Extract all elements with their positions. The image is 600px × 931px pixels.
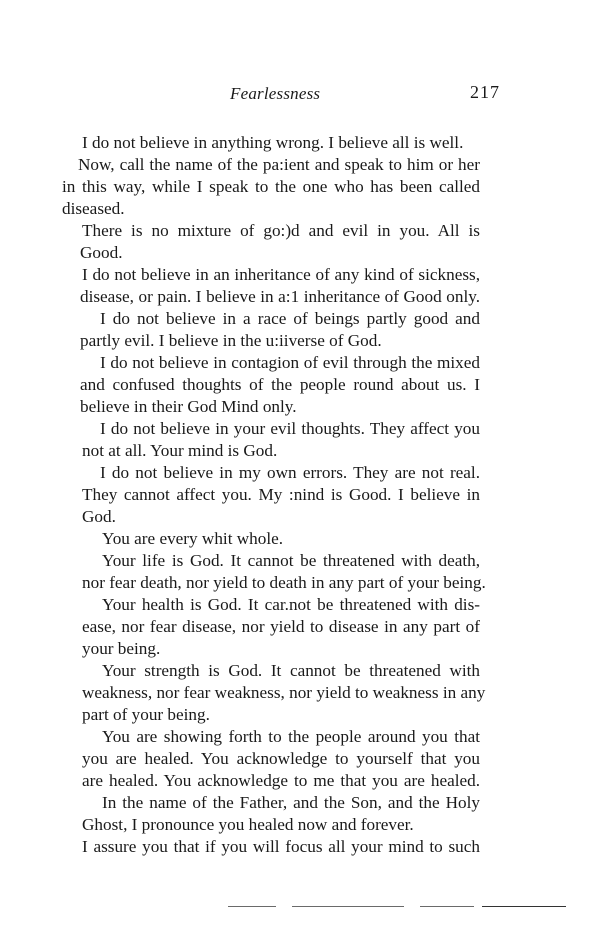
scan-artifact-line [228,906,276,907]
text-line: I assure you that if you will focus all your mind to such [82,837,480,856]
text-line: partly evil. I believe in the u:iiverse of God. [80,331,382,350]
text-line: are healed. You acknowledge to me that you are healed. [82,771,480,790]
text-line: in this way, while I speak to the one who has been called [62,177,480,196]
text-line: you are healed. You acknowledge to yourself that you [82,749,480,768]
text-line: Your health is God. It car.not be threatened with dis- [102,595,480,614]
text-line: I do not believe in anything wrong. I believe all is well. [82,133,464,152]
text-line: not at all. Your mind is God. [82,441,278,460]
text-line: ease, nor fear disease, nor yield to disease in any part of [82,617,480,636]
text-line: your being. [82,639,161,658]
text-line: Ghost, I pronounce you healed now and forever. [82,815,414,834]
text-line: I do not believe in a race of beings partly good and [100,309,480,328]
text-line: diseased. [62,199,125,218]
scan-artifact-line [482,906,566,907]
text-line: They cannot affect you. My :nind is Good. I believe in [82,485,480,504]
running-head: Fearlessness [230,84,321,103]
scan-artifact-line [420,906,474,907]
text-line: You are every whit whole. [102,529,284,548]
text-line: Your strength is God. It cannot be threatened with [102,661,480,680]
text-line: You are showing forth to the people around you that [102,727,480,746]
text-line: I do not believe in contagion of evil through the mixed [100,353,480,372]
text-line: disease, or pain. I believe in a:1 inheritance of Good only. [80,287,480,306]
text-line: In the name of the Father, and the Son, and the Holy [102,793,480,812]
page-number: 217 [470,82,500,102]
text-line: believe in their God Mind only. [80,397,297,416]
text-line: Now, call the name of the pa:ient and speak to him or her [78,155,480,174]
text-line: Good. [80,243,123,262]
scan-artifact-line [292,906,404,907]
text-line: Your life is God. It cannot be threatened with death, [102,551,480,570]
text-line: and confused thoughts of the people round about us. I [80,375,480,394]
text-line: weakness, nor fear weakness, nor yield to weakness in any [82,683,486,702]
text-line: nor fear death, nor yield to death in any part of your being. [82,573,486,592]
text-line: There is no mixture of go:)d and evil in you. All is [82,221,480,240]
text-line: part of your being. [82,705,210,724]
text-line: I do not believe in an inheritance of any kind of sickness, [82,265,480,284]
text-line: I do not believe in my own errors. They are not real. [100,463,480,482]
text-line: God. [82,507,116,526]
text-line: I do not believe in your evil thoughts. They affect you [100,419,480,438]
